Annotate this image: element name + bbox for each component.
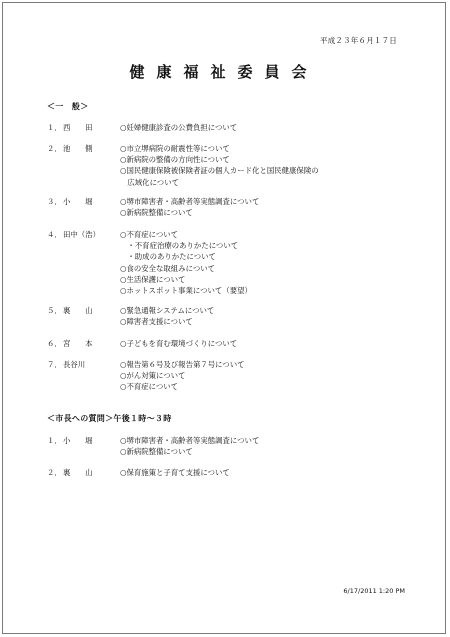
entry-member-name: 裏 山 — [63, 468, 93, 477]
document-date: 平成２３年６月１７日 — [320, 36, 397, 45]
entry-item: ○堺市障害者・高齢者等実態調査について — [120, 436, 260, 445]
entry-member-name: 裏 山 — [63, 306, 93, 315]
entry-item: 広域化について — [120, 177, 179, 187]
entry-item: ○新病院の整備の方向性について — [120, 155, 230, 165]
section-heading-general: ＜一 般＞ — [47, 101, 89, 111]
entry-item: ・助成のありかたについて — [120, 252, 216, 262]
section-heading-mayor: ＜市長への質問＞午後１時～３時 — [47, 413, 172, 423]
document-title: 健康福祉委員会 — [129, 63, 319, 81]
entry-item: ○新病院整備について — [120, 208, 193, 218]
entry-member-name: 小 堀 — [63, 197, 93, 206]
entry-number: ２． — [47, 468, 62, 477]
entry-member-name: 小 堀 — [63, 436, 93, 445]
entry-number: １． — [47, 123, 62, 132]
entry-item: ○新病院整備について — [120, 447, 193, 457]
entry-item: ○堺市障害者・高齢者等実態調査について — [120, 197, 260, 206]
entry-item: ○緊急通報システムについて — [120, 306, 215, 315]
entry-member-name: 池 側 — [63, 144, 93, 153]
entry-number: ３． — [47, 197, 62, 206]
entry-item: ○子どもを育む環境づくりについて — [120, 339, 238, 348]
entry-item: ○生活保護について — [120, 274, 186, 284]
entry-item: ○報告第６号及び報告第７号について — [120, 360, 245, 369]
entry-item: ○不育症について — [120, 230, 179, 239]
entry-item: ・不育症治療のありかたについて — [120, 241, 239, 251]
entry-item: ○市立堺病院の耐震性等について — [120, 144, 230, 153]
entry-number: ６． — [47, 339, 62, 348]
entry-item: ○保育施策と子育て支援について — [120, 468, 230, 477]
entry-item: ○妊婦健康診査の公費負担について — [120, 123, 238, 132]
entry-number: ２． — [47, 144, 62, 153]
entry-member-name: 田中（浩） — [63, 230, 100, 239]
entry-item: ○ホットスポット事業について（要望） — [120, 286, 252, 296]
entry-number: １． — [47, 436, 62, 445]
entry-number: ７． — [47, 360, 62, 369]
entry-member-name: 宮 本 — [63, 339, 93, 348]
entry-item: ○国民健康保険被保険者証の個人カード化と国民健康保険の — [120, 166, 319, 176]
entry-member-name: 長谷川 — [63, 360, 86, 369]
entry-item: ○障害者支援について — [120, 317, 193, 327]
entry-item: ○不育症について — [120, 382, 179, 392]
print-timestamp: 6/17/2011 1:20 PM — [343, 587, 405, 595]
entry-number: ４． — [47, 230, 62, 239]
entry-number: ５． — [47, 306, 62, 315]
document-page — [2, 2, 446, 634]
entry-item: ○食の安全な取組みについて — [120, 263, 215, 273]
entry-item: ○がん対策について — [120, 371, 186, 381]
entry-member-name: 西 田 — [63, 123, 93, 132]
